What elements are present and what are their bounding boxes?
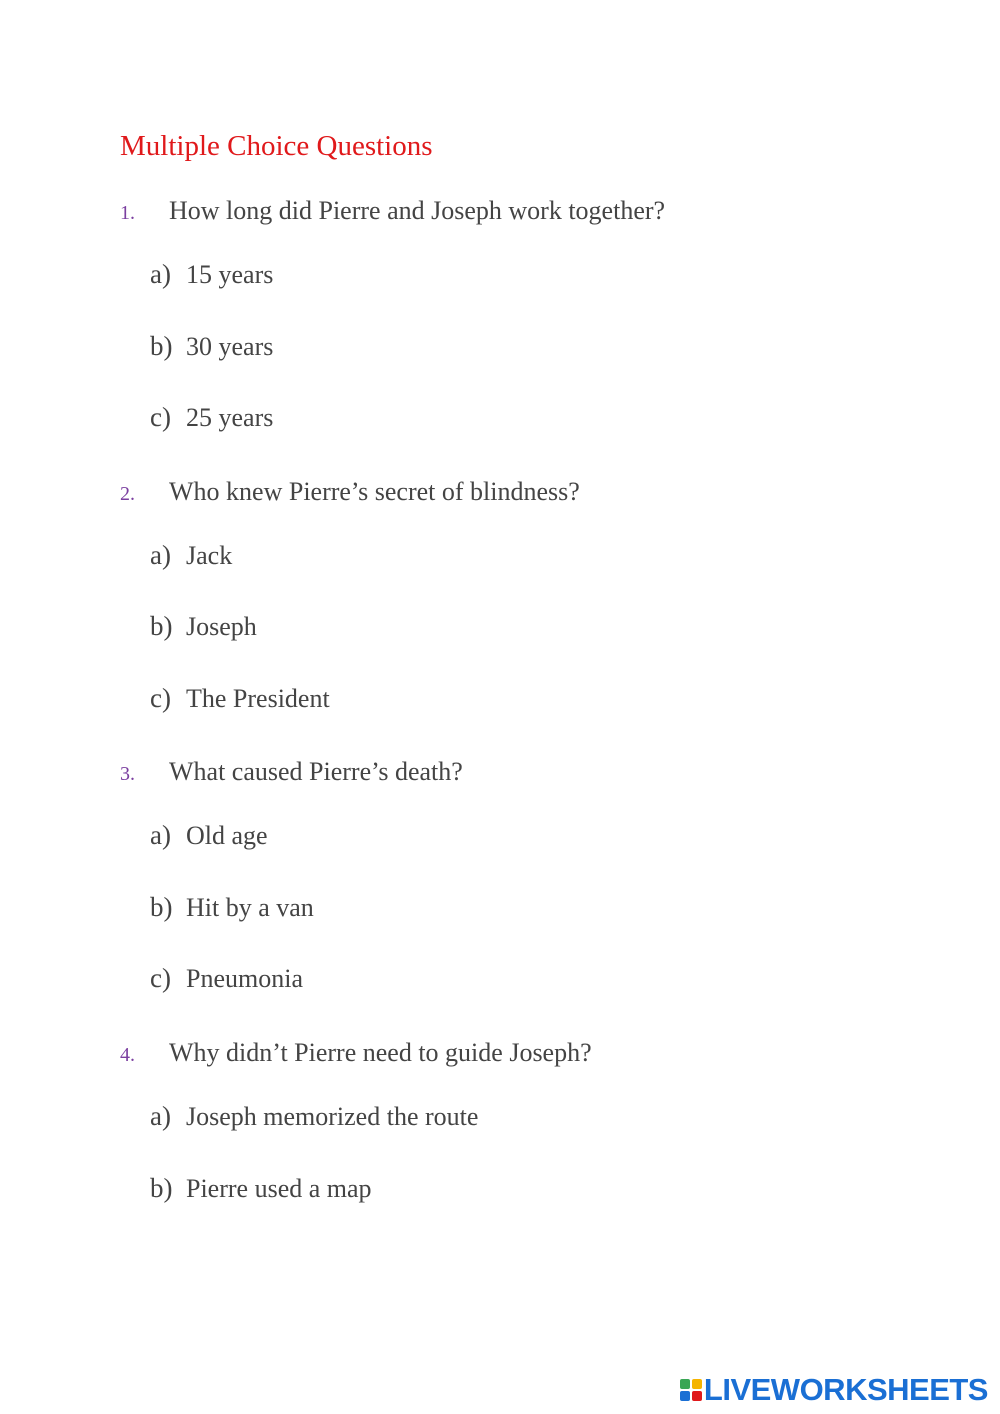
option-letter: c) [150,683,171,713]
option-text: Hit by a van [186,893,314,922]
option-text: Pierre used a map [186,1174,372,1203]
brand-name: LIVEWORKSHEETS [703,1372,988,1407]
option-text: The President [186,684,330,713]
liveworksheets-brand[interactable] [680,1374,988,1406]
option-text: 25 years [186,403,274,432]
option-text: 15 years [186,260,274,289]
option-letter: b) [150,1173,173,1203]
page-title: Multiple Choice Questions [120,130,433,162]
option-letter: c) [150,963,171,993]
question-4 [120,1033,920,1073]
option-letter: a) [150,1101,171,1131]
option-letter: b) [150,331,173,361]
question-3 [120,752,920,792]
question-number: 3. [120,763,135,785]
option-letter: c) [150,402,171,432]
question-text: Why didn’t Pierre need to guide Joseph? [169,1038,592,1067]
option-text: Jack [186,541,233,570]
option-text: Joseph [186,612,257,641]
option-text: Pneumonia [186,964,303,993]
option-text: Old age [186,821,268,850]
option-letter: a) [150,540,171,570]
question-text: What caused Pierre’s death? [169,757,463,786]
question-number: 2. [120,483,135,505]
question-number: 4. [120,1044,135,1066]
question-text: Who knew Pierre’s secret of blindness? [169,477,580,506]
question-text: How long did Pierre and Joseph work together? [169,196,666,225]
option-letter: b) [150,611,173,641]
option-letter: a) [150,820,171,850]
question-number: 1. [120,202,135,224]
liveworksheets-logo-icon [680,1379,702,1401]
option-text: 30 years [186,332,274,361]
option-letter: b) [150,892,173,922]
option-text: Joseph memorized the route [186,1102,479,1131]
question-2 [120,472,920,512]
question-1 [120,191,920,231]
option-letter: a) [150,259,171,289]
